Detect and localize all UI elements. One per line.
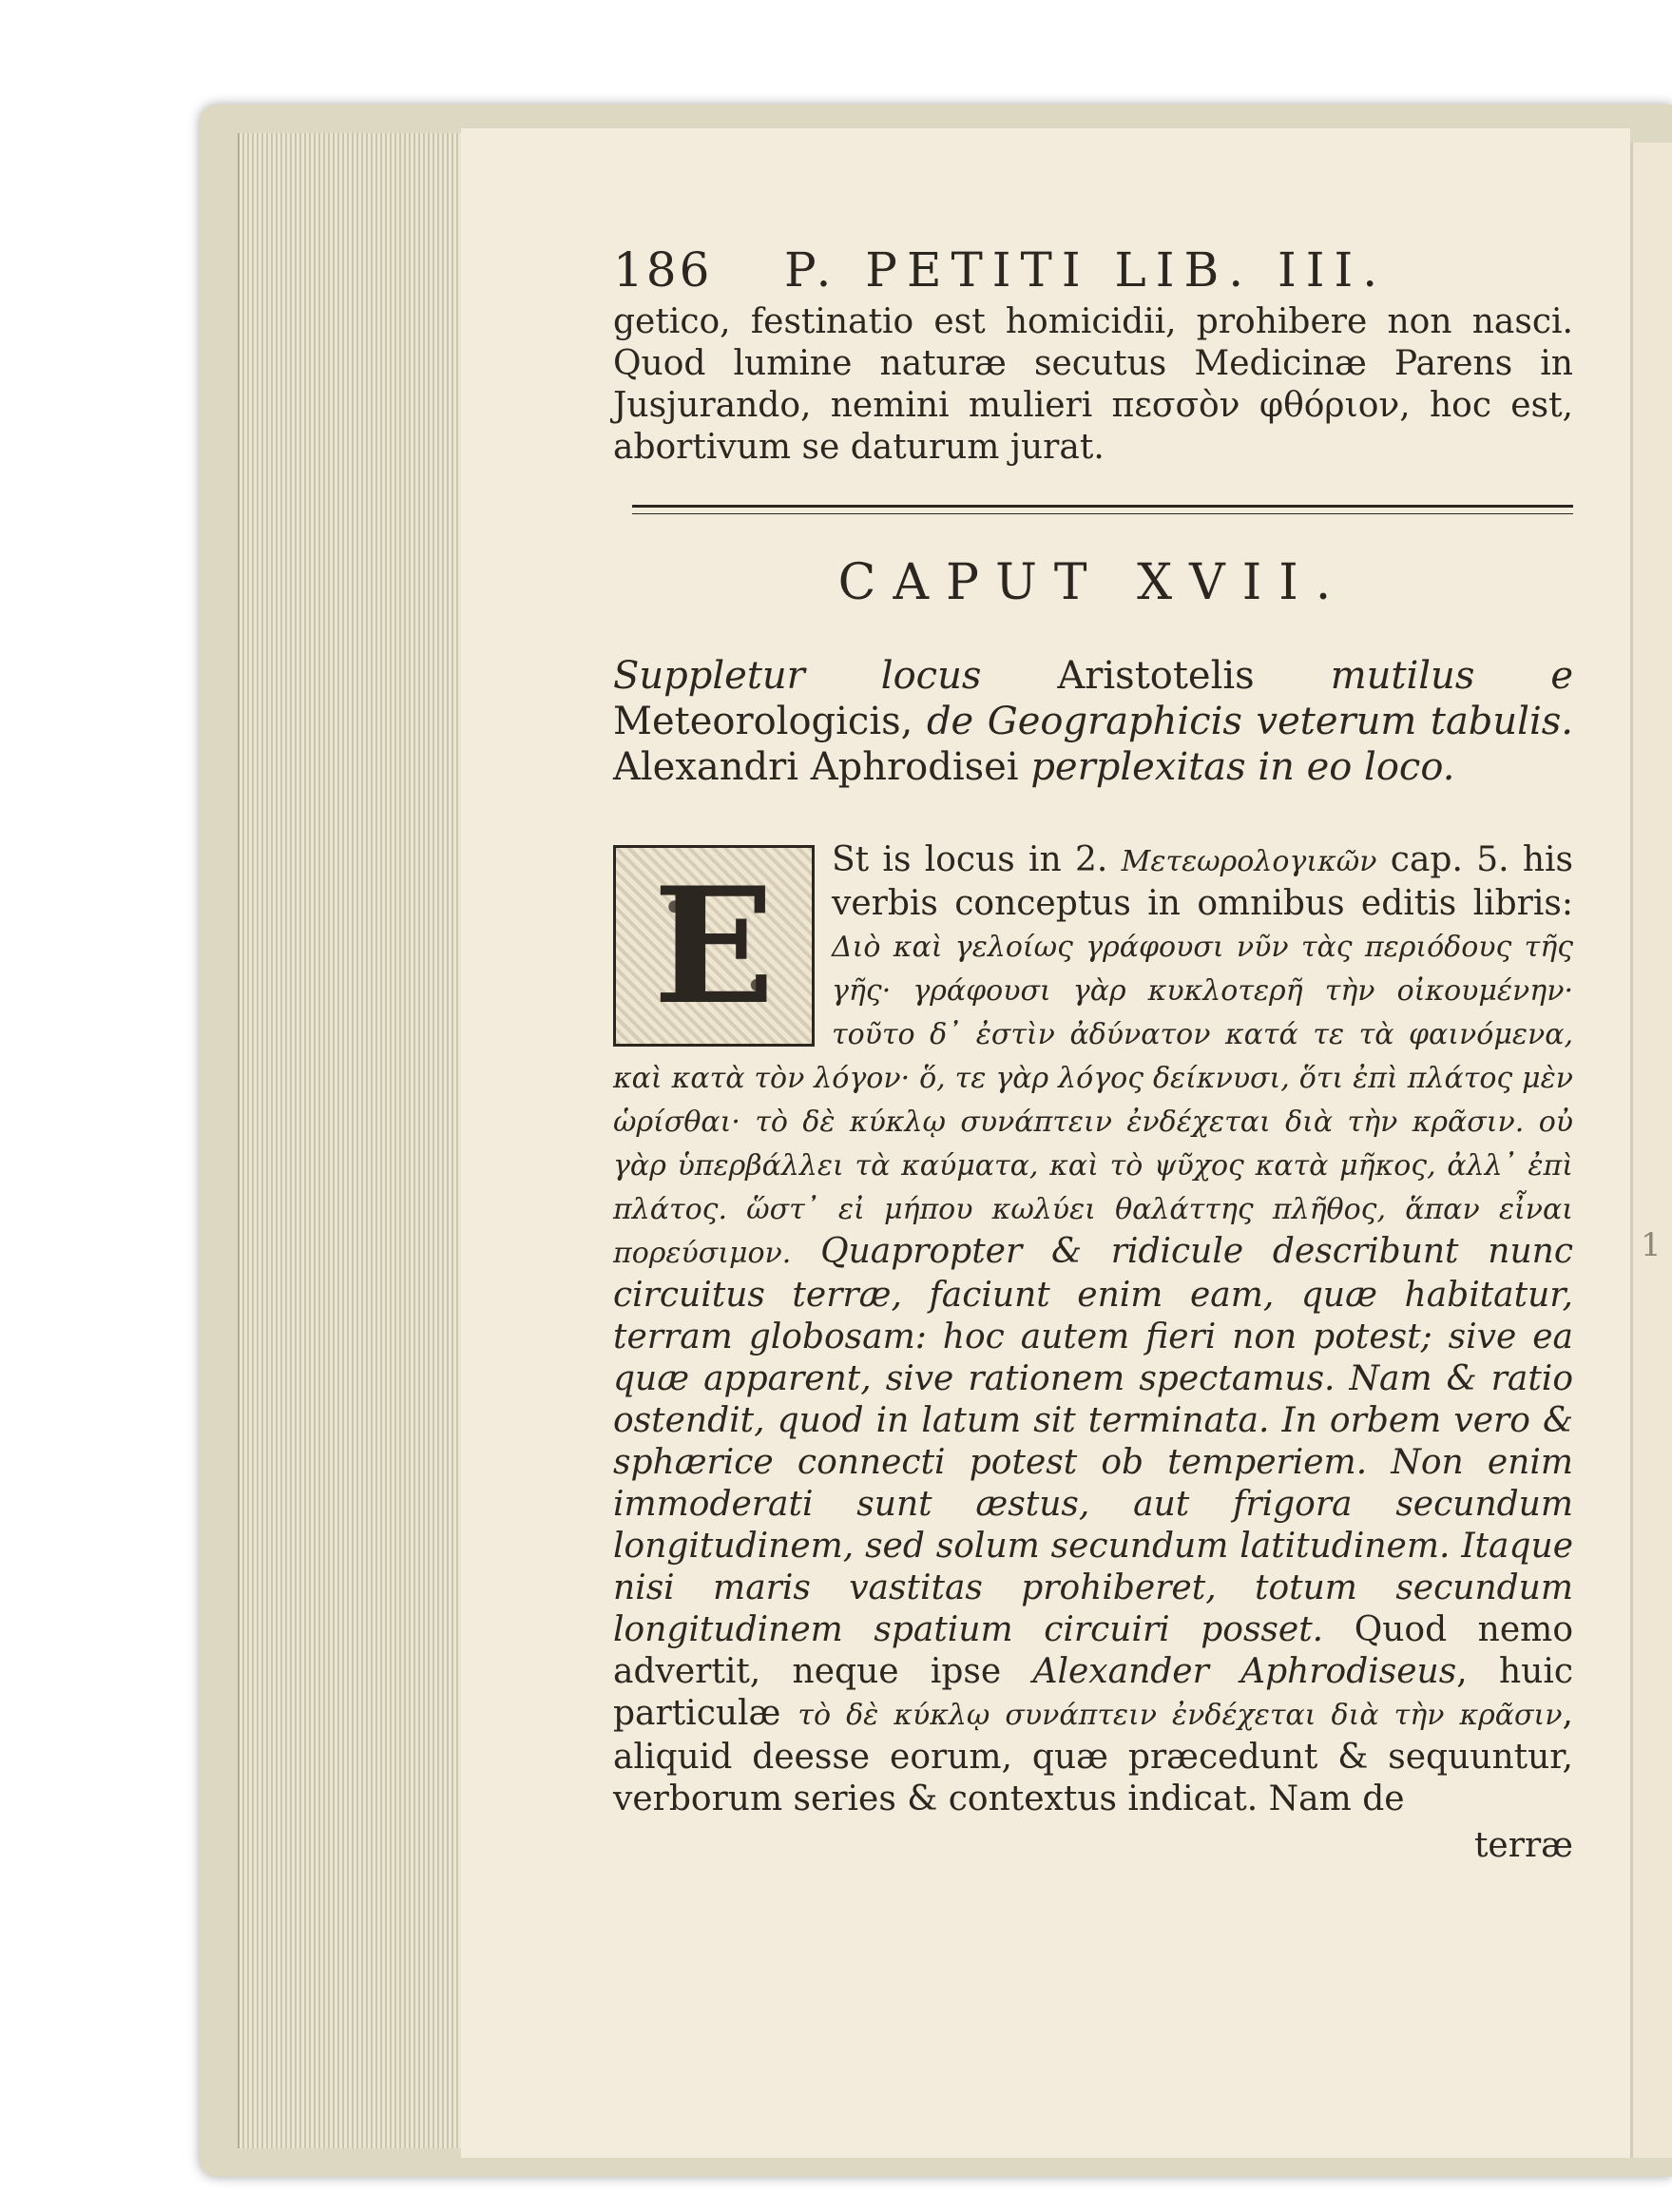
initial-letter: E bbox=[652, 852, 776, 1040]
latin-translation: Quapropter & ridicule describunt nunc circuitus terræ, faciunt enim eam, quæ habitatur, terram globosam: hoc autem fieri non potest; sive ea quæ apparent, sive rationem spectamus. Nam & ratio ostendit, quod in latum sit terminata. In orbem vero & sphærice connecti potest ob temperiem. Non enim immoderati sunt æstus, aut frigora secundum longitudinem, sed solum secundum latitudinem. Itaque nisi maris vastitas prohiberet, totum secundum longitudinem spatium circuiri posset. bbox=[613, 1232, 1573, 1649]
page-number: 186 bbox=[613, 242, 713, 298]
opening-paragraph: getico, festinatio est homicidii, prohibere non nasci. Quod lumine naturæ secutus Medicinæ Parens in Jusjurando, nemini mulieri πεσσὸν φθόριον, hoc est, abortivum se daturum jurat. bbox=[613, 302, 1573, 467]
summary-segment: Suppletur locus bbox=[613, 654, 1058, 698]
main-text bbox=[613, 839, 1573, 1820]
summary-segment: Aristotelis bbox=[1057, 654, 1331, 698]
greek-particle: τὸ δὲ κύκλῳ συνάπτειν ἐνδέχεται διὰ τὴν κρᾶσιν bbox=[798, 1699, 1563, 1732]
opening-paragraph-block bbox=[613, 301, 1573, 469]
author-name: Alexander Aphrodiseus bbox=[1032, 1652, 1457, 1691]
page-content bbox=[613, 242, 1573, 1865]
greek-work-title: Μετεωρολογικῶν bbox=[1121, 845, 1377, 878]
facing-page-edge bbox=[1630, 143, 1672, 2158]
catchword: terræ bbox=[1473, 1826, 1573, 1865]
summary-segment: de Geographicis veterum tabulis. bbox=[926, 700, 1573, 743]
commentary-text: , aliquid deesse eorum, quæ præcedunt & sequuntur, verborum series & contextus indicat. Nam de bbox=[613, 1694, 1573, 1818]
chapter-summary bbox=[613, 653, 1573, 790]
decorated-initial bbox=[613, 845, 815, 1047]
page-header bbox=[613, 242, 1573, 301]
commentary-text: , huic particulæ bbox=[613, 1652, 1573, 1733]
page-edges bbox=[238, 133, 463, 2148]
greek-quotation: Διὸ καὶ γελοίως γράφουσι νῦν τὰς περιόδους τῆς γῆς· γράφουσι γὰρ κυκλοτερῆ τὴν οἰκουμένην· τοῦτο δ᾽ ἐστὶν ἀδύνατον κατά τε τὰ φαινόμενα, καὶ κατὰ τὸν λόγον· ὅ, τε γὰρ λόγος δείκνυσι, ὅτι ἐπὶ πλάτος μὲν ὡρίσθαι· τὸ δὲ κύκλῳ συνάπτειν ἐνδέχεται διὰ τὴν κρᾶσιν. οὐ γὰρ ὑπερβάλλει τὰ καύματα, καὶ τὸ ψῦχος κατὰ μῆκος, ἀλλ᾽ ἐπὶ πλάτος. ὥστ᾽ εἰ μήπου κωλύει θαλάττης πλῆθος, ἅπαν εἶναι πορεύσιμον. bbox=[613, 931, 1573, 1270]
summary-segment: Alexandri Aphrodisei bbox=[613, 745, 1031, 789]
chapter-title: CAPUT XVII. bbox=[837, 554, 1349, 611]
chapter-rule bbox=[632, 505, 1573, 514]
running-head: P. PETITI LIB. III. bbox=[784, 242, 1388, 298]
summary-segment: perplexitas in eo loco. bbox=[1030, 745, 1455, 789]
summary-segment: mutilus e bbox=[1330, 654, 1574, 698]
commentary-text: Quod nemo advertit, neque ipse bbox=[613, 1610, 1573, 1691]
summary-segment: Meteorologicis, bbox=[613, 700, 927, 743]
facing-page-numeral: 1 bbox=[1641, 1226, 1662, 1264]
intro-text: St is locus in 2. bbox=[832, 840, 1122, 879]
intro-after-text: cap. 5. his verbis conceptus in omnibus editis libris: bbox=[832, 840, 1574, 923]
